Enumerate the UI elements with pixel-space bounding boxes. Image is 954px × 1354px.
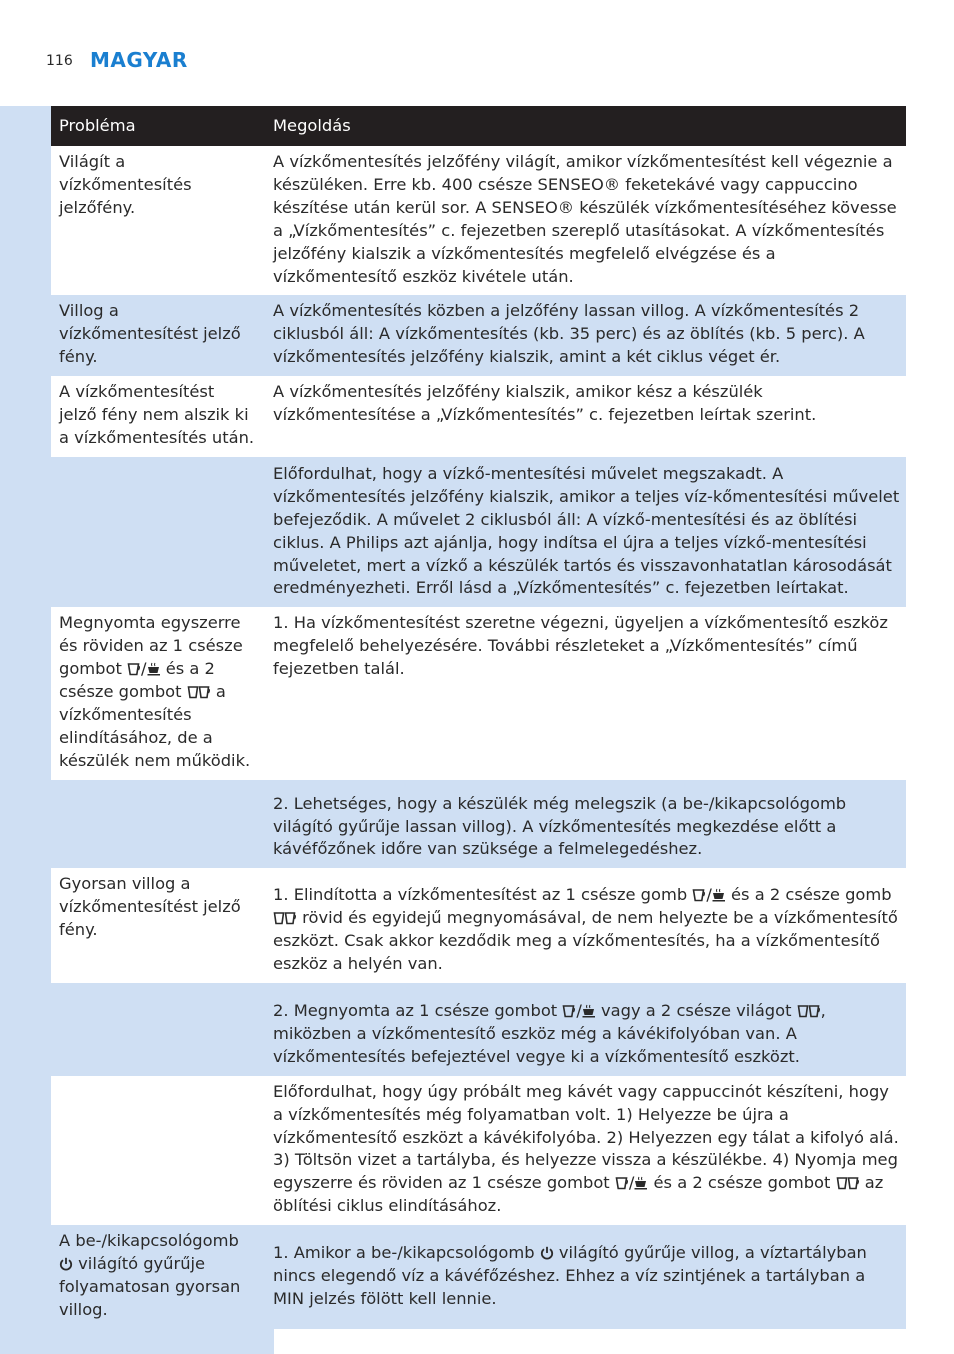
- table-row: [51, 295, 906, 376]
- problem-cell: Világít a vízkőmentesítés jelzőfény.: [51, 146, 265, 295]
- solution-cell: 1. Ha vízkőmentesítést szeretne végezni, ügyeljen a vízkőmentesítő eszköz megfelelő behelyezésére. További részleteket a „Vízkőmentesítés” című fejezetben talál.: [265, 607, 906, 779]
- icon-separator: /: [628, 1173, 635, 1193]
- solution-cell: A vízkőmentesítés jelzőfény kialszik, amikor kész a készülék vízkőmentesítése a „Vízkőmentesítés” c. fejezetben leírtak szerint.: [265, 376, 906, 457]
- solution-cell: 1. Elindította a vízkőmentesítést az 1 csésze gomb / és a 2 csésze gomb rövid és egyidejű megnyomásával, de nem helyezte be a vízkőmentesítő eszközt. Csak akkor kezdődik meg a vízkőmentesítés, ha a vízkőmentesítő eszköz a helyén van.: [265, 868, 906, 983]
- two-cups-icon: [797, 1004, 821, 1018]
- solution-cell: 2. Megnyomta az 1 csésze gombot / vagy a 2 csésze világot , miközben a vízkőmentesítő eszköz még a kávékifolyóban van. A vízkőmentesítés befejeztével vegye ki a vízkőmentesítő eszközt.: [265, 983, 906, 1076]
- solution-cell: Előfordulhat, hogy úgy próbált meg kávét vagy cappuccinót készíteni, hogy a vízkőmentesítés még folyamatban volt. 1) Helyezze be újra a vízkőmentesítő eszközt a kávékifolyóba. 2) Helyezzen egy tálat a kifolyó alá. 3) Töltsön vizet a tartályba, és helyezze vissza a készülékbe. 4) Nyomja meg egyszerre és röviden az 1 csésze gombot / és a 2 csésze gombot az öblítési ciklus elindításához.: [265, 1076, 906, 1225]
- solution-cell: 1. Amikor a be-/kikapcsológomb világító gyűrűje villog, a víztartályban nincs elegendő víz a kávéfőzéshez. Ehhez a víz szintjének a tartályban a MIN jelzés fölött kell lennie.: [265, 1225, 906, 1329]
- column-header-problem: Probléma: [51, 106, 265, 146]
- coffee-cup-icon: [147, 662, 161, 676]
- icon-separator: /: [576, 1001, 582, 1020]
- two-cups-icon: [836, 1176, 860, 1190]
- table-row: [51, 1076, 906, 1225]
- problem-cell: [51, 780, 265, 869]
- table-row: [51, 868, 906, 983]
- one-cup-icon: [615, 1176, 629, 1190]
- coffee-cup-icon: [634, 1176, 648, 1190]
- power-icon: [540, 1246, 554, 1260]
- two-cups-icon: [187, 685, 211, 699]
- one-cup-icon: [562, 1004, 576, 1018]
- problem-cell: A vízkőmentesítést jelző fény nem alszik ki a vízkőmentesítés után.: [51, 376, 265, 457]
- icon-separator: /: [706, 885, 712, 905]
- problem-cell: [51, 1076, 265, 1225]
- solution-cell: Előfordulhat, hogy a vízkő-mentesítési művelet megszakadt. A vízkőmentesítés jelzőfény kialszik, amikor a teljes víz-kőmentesítési művelet befejeződik. A művelet 2 ciklusból áll: A vízkő-mentesítési és az öblítési ciklus. A Philips azt ajánlja, hogy indítsa el újra a teljes vízkő-mentesítési műveletet, mert a vízkő a készülék tartós és visszavonhatatlan károsodását eredményezheti. Erről lásd a „Vízkőmentesítés” c. fejezetben leírtakat.: [265, 457, 906, 607]
- table-row: [51, 780, 906, 869]
- one-cup-icon: [692, 888, 706, 902]
- coffee-cup-icon: [582, 1004, 596, 1018]
- table-row: [51, 607, 906, 779]
- table-row: [51, 983, 906, 1076]
- problem-cell: Megnyomta egyszerre és röviden az 1 csésze gombot / és a 2 csésze gombot a vízkőmentesítés elindításához, de a készülék nem működik.: [51, 607, 265, 779]
- coffee-cup-icon: [712, 888, 726, 902]
- solution-cell: A vízkőmentesítés közben a jelzőfény lassan villog. A vízkőmentesítés 2 ciklusból áll: A vízkőmentesítés (kb. 35 perc) és az öblítés (kb. 5 perc). A vízkőmentesítés jelzőfény kialszik, amint a két ciklus véget ér.: [265, 295, 906, 376]
- problem-cell: Gyorsan villog a vízkőmentesítést jelző fény.: [51, 868, 265, 983]
- problem-cell: A be-/kikapcsológomb világító gyűrűje folyamatosan gyorsan villog.: [51, 1225, 265, 1329]
- two-cups-icon: [273, 911, 297, 925]
- solution-cell: 2. Lehetséges, hogy a készülék még melegszik (a be-/kikapcsológomb világító gyűrűje lassan villog). A vízkőmentesítés megkezdése előtt a kávéfőzőnek időre van szüksége a felmelegedéshez.: [265, 780, 906, 869]
- page-header: [0, 48, 954, 74]
- section-language-title: MAGYAR: [90, 48, 188, 72]
- table-row: [51, 1225, 906, 1329]
- icon-separator: /: [141, 659, 147, 679]
- power-icon: [59, 1257, 73, 1271]
- table-row: [51, 146, 906, 295]
- one-cup-icon: [127, 662, 141, 676]
- problem-cell: [51, 457, 265, 607]
- problem-cell: Villog a vízkőmentesítést jelző fény.: [51, 295, 265, 376]
- page-number: 116: [46, 53, 73, 69]
- table-header-row: [51, 106, 906, 146]
- table-row: [51, 376, 906, 457]
- solution-cell: A vízkőmentesítés jelzőfény világít, amikor vízkőmentesítést kell végeznie a készüléken. Erre kb. 400 csésze SENSEO® feketekávé vagy cappuccino készítése után kerül sor. A SENSEO® készülék vízkőmentesítéséhez kövesse a „Vízkőmentesítés” c. fejezetben szereplő utasításokat. A vízkőmentesítés jelzőfény kialszik a vízkőmentesítés megfelelő elvégzése és a vízkőmentesítő eszköz kivétele után.: [265, 146, 906, 295]
- problem-cell: [51, 983, 265, 1076]
- troubleshooting-table: [51, 106, 906, 1329]
- table-row: [51, 457, 906, 607]
- column-header-solution: Megoldás: [265, 106, 906, 146]
